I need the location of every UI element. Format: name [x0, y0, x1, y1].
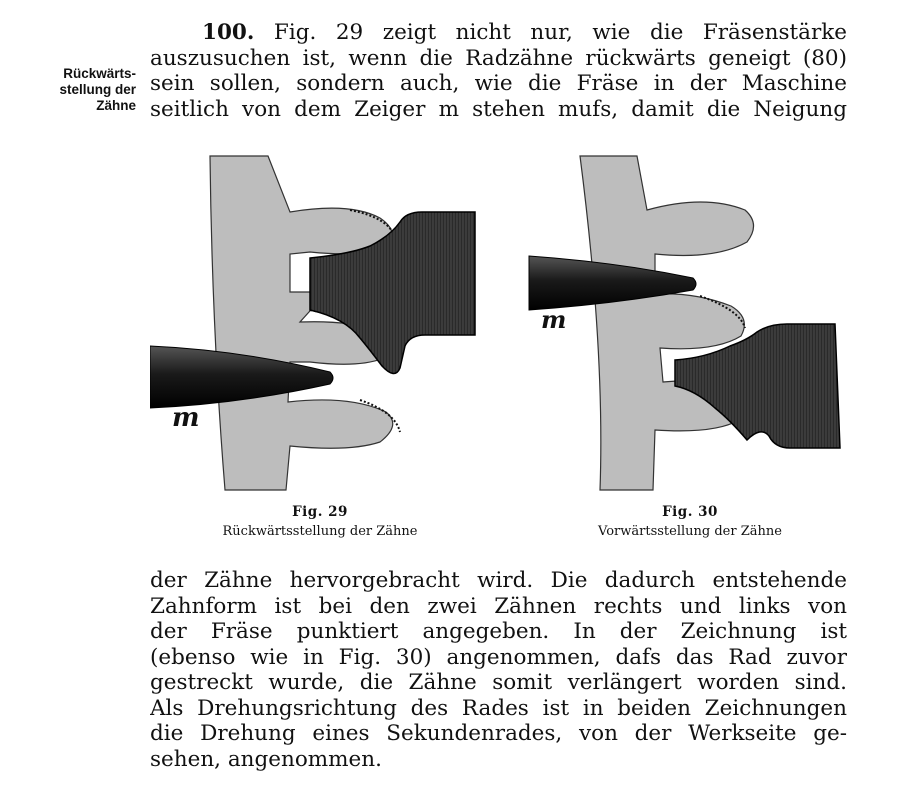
paragraph-line: sehen, angenommen.	[150, 746, 382, 772]
figure-29-illustration	[150, 150, 480, 500]
margin-note-line: Zähne	[96, 98, 136, 113]
paragraph-line: Als Drehungsrichtung des Rades ist in beiden Zeichnungen	[150, 695, 847, 721]
paragraph-top	[150, 20, 847, 122]
paragraph-line: sein sollen, sondern auch, wie die Fräse in der Maschine	[150, 71, 847, 96]
figure-30-caption	[540, 502, 840, 542]
paragraph-line: Zahnform ist bei den zwei Zähnen rechts und links von	[150, 593, 847, 619]
figure-caption-text: Vorwärtsstellung der Zähne	[598, 524, 782, 539]
paragraph-line: gestreckt wurde, die Zähne somit verlängert worden sind.	[150, 670, 847, 695]
paragraph-bottom	[150, 568, 847, 772]
paragraph-line: der Zähne hervorgebracht wird. Die dadurch entstehende	[150, 568, 847, 593]
figure-number: Fig. 29	[292, 504, 348, 520]
margin-note	[6, 66, 136, 114]
paragraph-line-text: Fig. 29 zeigt nicht nur, wie die Fräsenstärke	[273, 20, 847, 45]
paragraph-line: seitlich von dem Zeiger m stehen mufs, damit die Neigung	[150, 96, 847, 122]
wheel-body	[580, 156, 754, 490]
figure-caption-text: Rückwärtsstellung der Zähne	[222, 524, 418, 539]
paragraph-line: (ebenso wie in Fig. 30) angenommen, dafs das Rad zuvor	[150, 644, 847, 670]
paragraph-line	[150, 20, 847, 46]
section-number: 100.	[202, 20, 255, 45]
margin-note-line: stellung der	[59, 82, 136, 97]
figure-29-caption	[170, 502, 470, 542]
paragraph-line: auszusuchen ist, wenn die Radzähne rückwärts geneigt (80)	[150, 45, 847, 71]
paragraph-line: der Fräse punktiert angegeben. In der Zeichnung ist	[150, 619, 847, 644]
pointer-label: m	[541, 305, 567, 334]
figure-number: Fig. 30	[662, 504, 718, 520]
margin-note-line: Rückwärts-	[63, 66, 136, 81]
paragraph-line: die Drehung eines Sekundenrades, von der Werkseite ge-	[150, 721, 847, 746]
pointer-label: m	[172, 403, 200, 433]
figure-30-illustration	[525, 150, 850, 500]
